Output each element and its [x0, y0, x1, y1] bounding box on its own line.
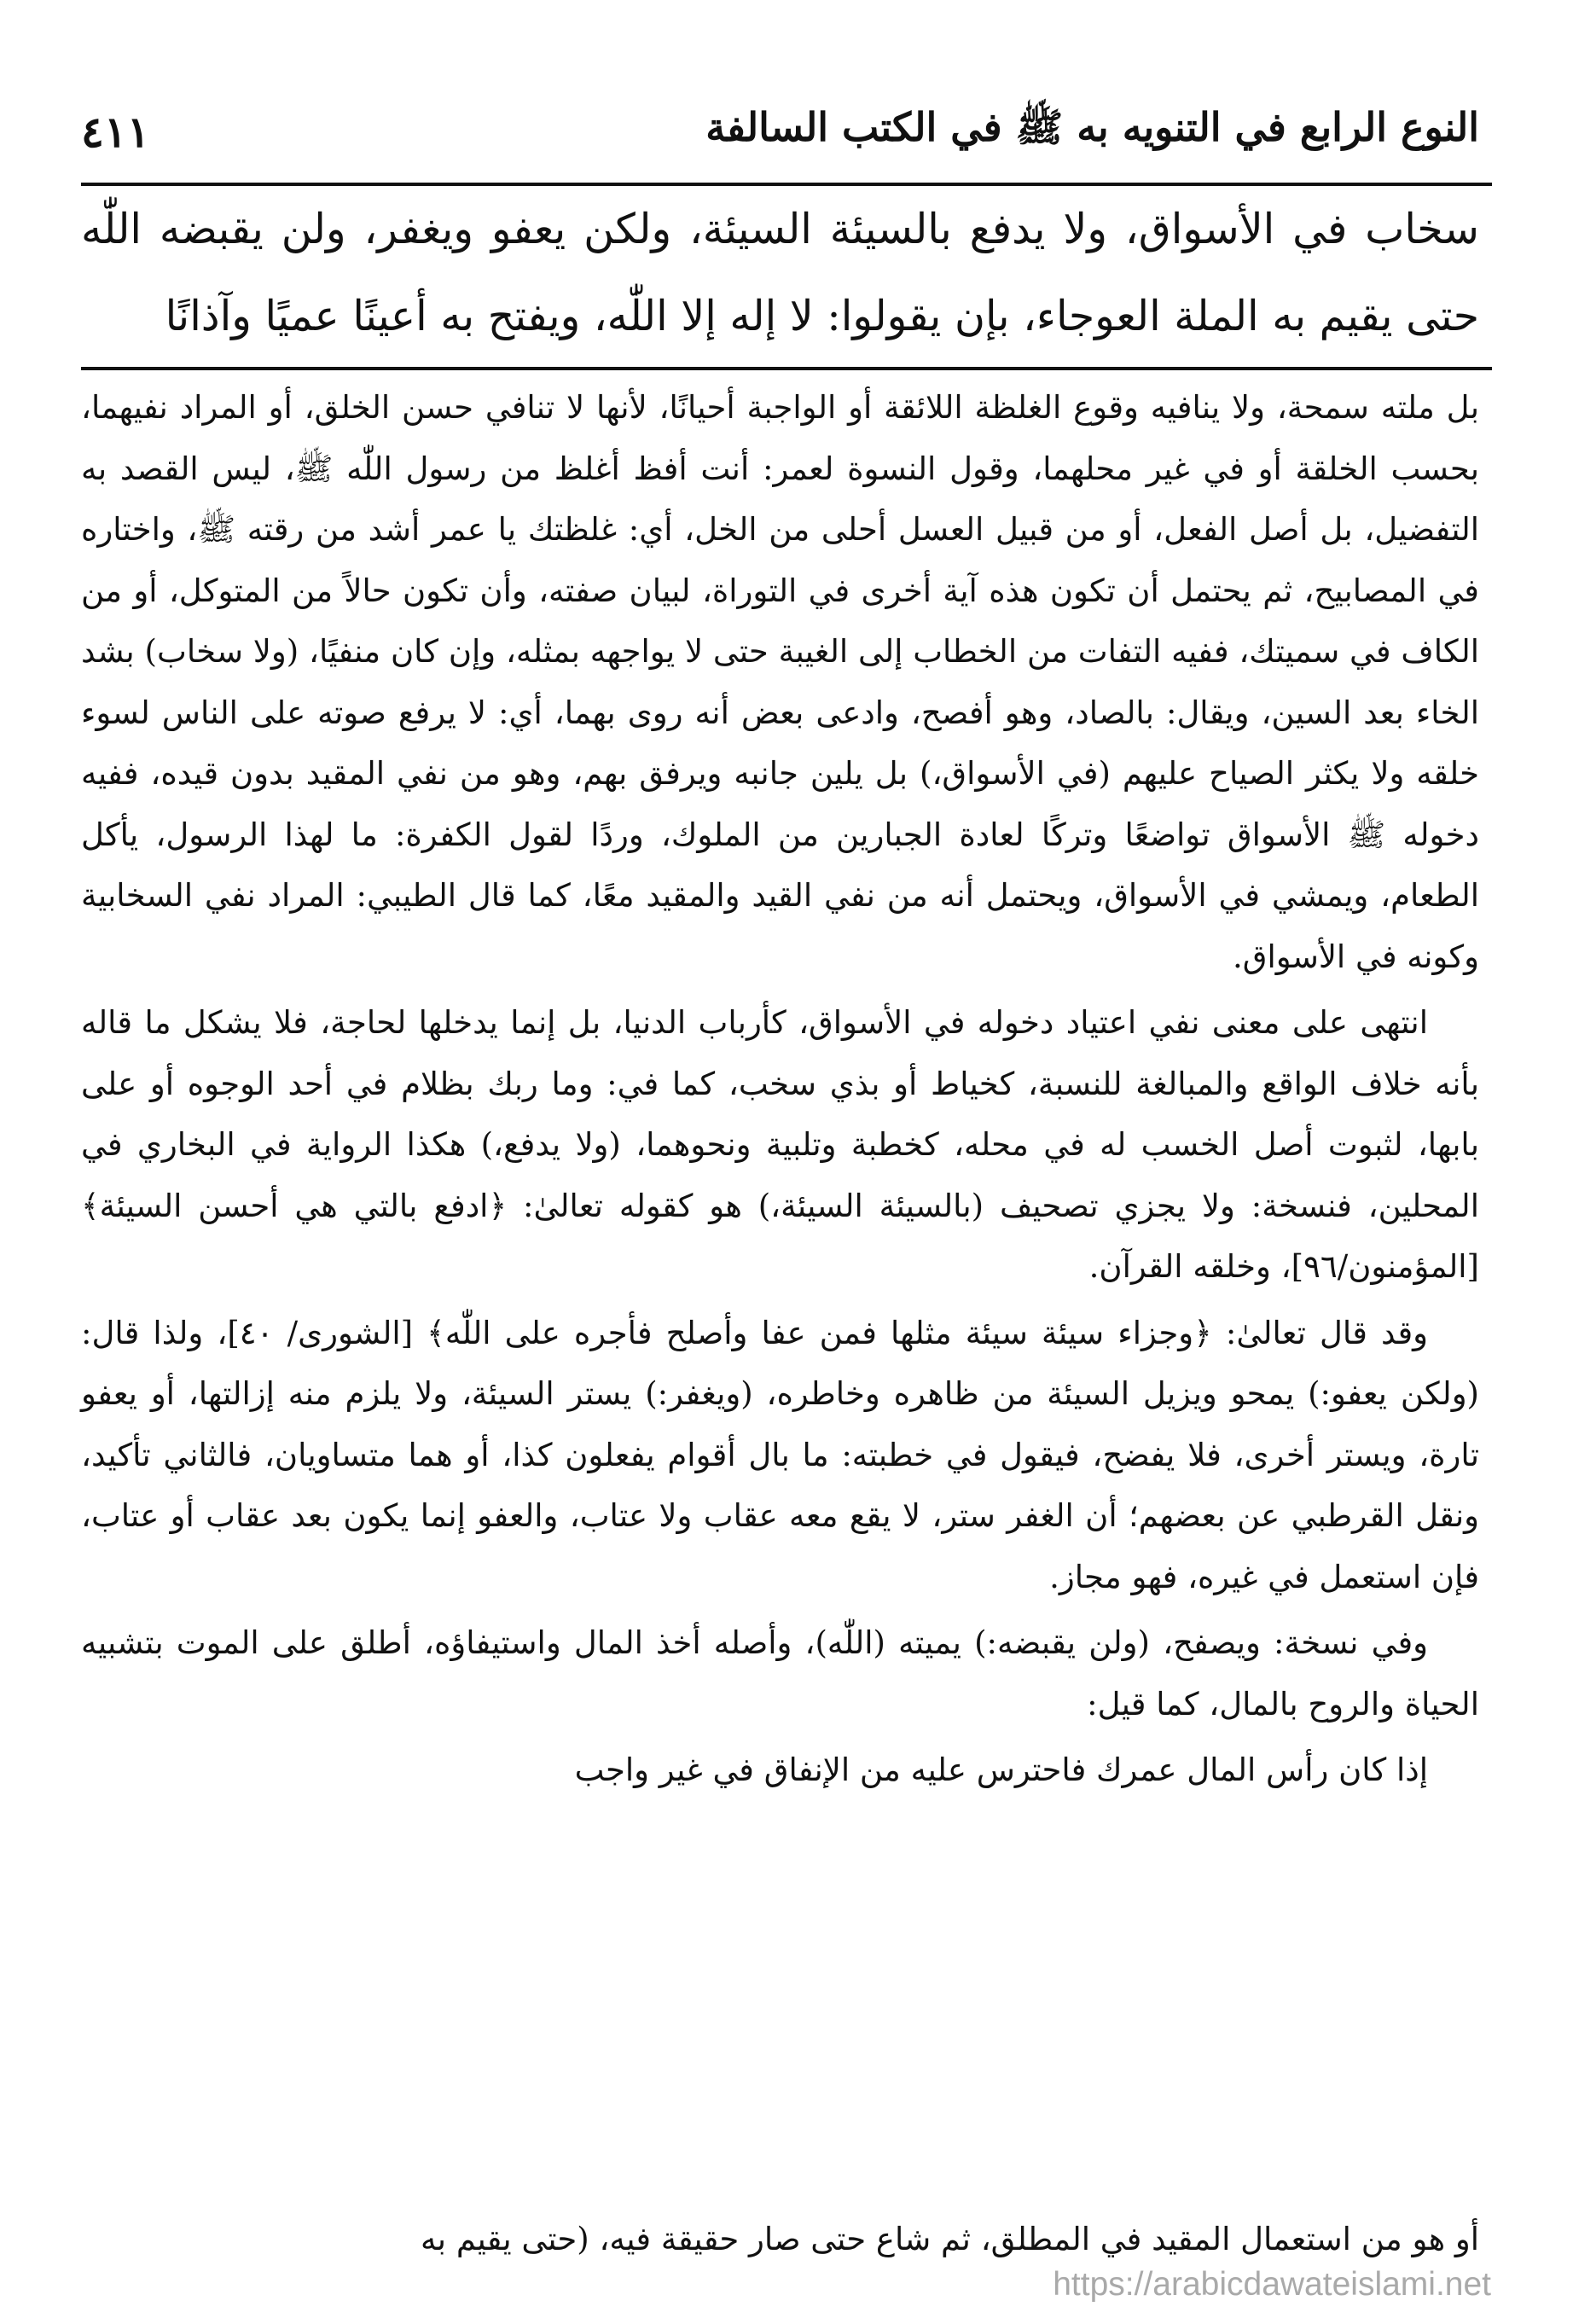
commentary-paragraph: بل ملته سمحة، ولا ينافيه وقوع الغلظة اللائقة أو الواجبة أحيانًا، لأنها لا تنافي حسن الخلق، أو المراد نفيهما، بحسب الخلقة أو في غير محلهما، وقول النسوة لعمر: أنت أفظ أغلظ من رسول اللّٰه ﷺ، ليس القصد به التفضيل، بل أصل الفعل، أو من قبيل العسل أحلى من الخل، أي: غلظتك يا عمر أشد من رقته ﷺ، واختاره في المصابيح، ثم يحتمل أن تكون هذه آية أخرى في التوراة، لبيان صفته، وأن تكون حالاً من المتوكل، أو من الكاف في سميتك، ففيه التفات من الخطاب إلى الغيبة حتى لا يواجهه بمثله، وإن كان منفيًا، (ولا سخاب) بشد الخاء بعد السين، ويقال: بالصاد، وهو أفصح، وادعى بعض أنه روى بهما، أي: لا يرفع صوته على الناس لسوء خلقه ولا يكثر الصياح عليهم (في الأسواق،) بل يلين جانبه ويرفق بهم، وهو من نفي المقيد بدون قيده، ففيه دخوله ﷺ الأسواق تواضعًا وتركًا لعادة الجبارين من الملوك، وردًا لقول الكفرة: ما لهذا الرسول، يأكل الطعام، ويمشي في الأسواق، ويحتمل أنه من نفي القيد والمقيد معًا، كما قال الطيبي: المراد نفي السخابية وكونه في الأسواق.: [81, 389, 1479, 975]
running-title: النوع الرابع في التنويه به ﷺ في الكتب السالفة: [705, 103, 1479, 150]
commentary-body: [81, 377, 1479, 1801]
commentary-paragraph: وقد قال تعالىٰ: ﴿وجزاء سيئة سيئة مثلها فمن عفا وأصلح فأجره على اللّٰه﴾ [الشورى/ ٤٠]، ولذا قال: (ولكن يعفو:) يمحو ويزيل السيئة من ظاهره وخاطره، (ويغفر:) يستر السيئة، ولا يلزم منه إزالتها، أو يعفو تارة، ويستر أخرى، فلا يفضح، فيقول في خطبته: ما بال أقوام يفعلون كذا، أو هما متساويان، فالثاني تأكيد، ونقل القرطبي عن بعضهم؛ أن الغفر ستر، لا يقع معه عقاب ولا عتاب، والعفو إنما يكون بعد عقاب أو عتاب، فإن استعمل في غيره، فهو مجاز.: [81, 1314, 1479, 1595]
closing-line: أو هو من استعمال المقيد في المطلق، ثم شاع حتى صار حقيقة فيه، (حتى يقيم به: [420, 2221, 1479, 2257]
watermark-url: https://arabicdawateislami.net: [1053, 2266, 1491, 2303]
page-header: [81, 82, 1479, 181]
verse-quote: إذا كان رأس المال عمرك فاحترس عليه من الإنفاق في غير واجب: [574, 1752, 1428, 1788]
hadith-text: سخاب في الأسواق، ولا يدفع بالسيئة السيئة، ولكن يعفو ويغفر، ولن يقبضه اللّٰه حتى يقيم به الملة العوجاء، بإن يقولوا: لا إله إلا اللّٰه، ويفتح به أعينًا عميًا وآذانًا: [81, 205, 1479, 340]
commentary-paragraph: وفي نسخة: ويصفح، (ولن يقبضه:) يميته (اللّٰه)، وأصله أخذ المال واستيفاؤه، أطلق على الموت بتشبيه الحياة والروح بالمال، كما قيل:: [81, 1624, 1479, 1723]
commentary-paragraph: انتهى على معنى نفي اعتياد دخوله في الأسواق، كأرباب الدنيا، بل إنما يدخلها لحاجة، فلا يشكل ما قاله بأنه خلاف الواقع والمبالغة للنسبة، كخياط أو بذي سخب، كما في: وما ربك بظلام في أحد الوجوه أو على بابها، لثبوت أصل الخسب له في محله، كخطبة وتلبية ونحوهما، (ولا يدفع،) هكذا الرواية في البخاري في المحلين، فنسخة: ولا يجزي تصحيف (بالسيئة السيئة،) هو كقوله تعالىٰ: ﴿ادفع بالتي هي أحسن السيئة﴾ [المؤمنون/٩٦]، وخلقه القرآن.: [81, 1004, 1479, 1285]
section-rule: [81, 367, 1492, 370]
page-number: ٤١١: [81, 106, 150, 157]
